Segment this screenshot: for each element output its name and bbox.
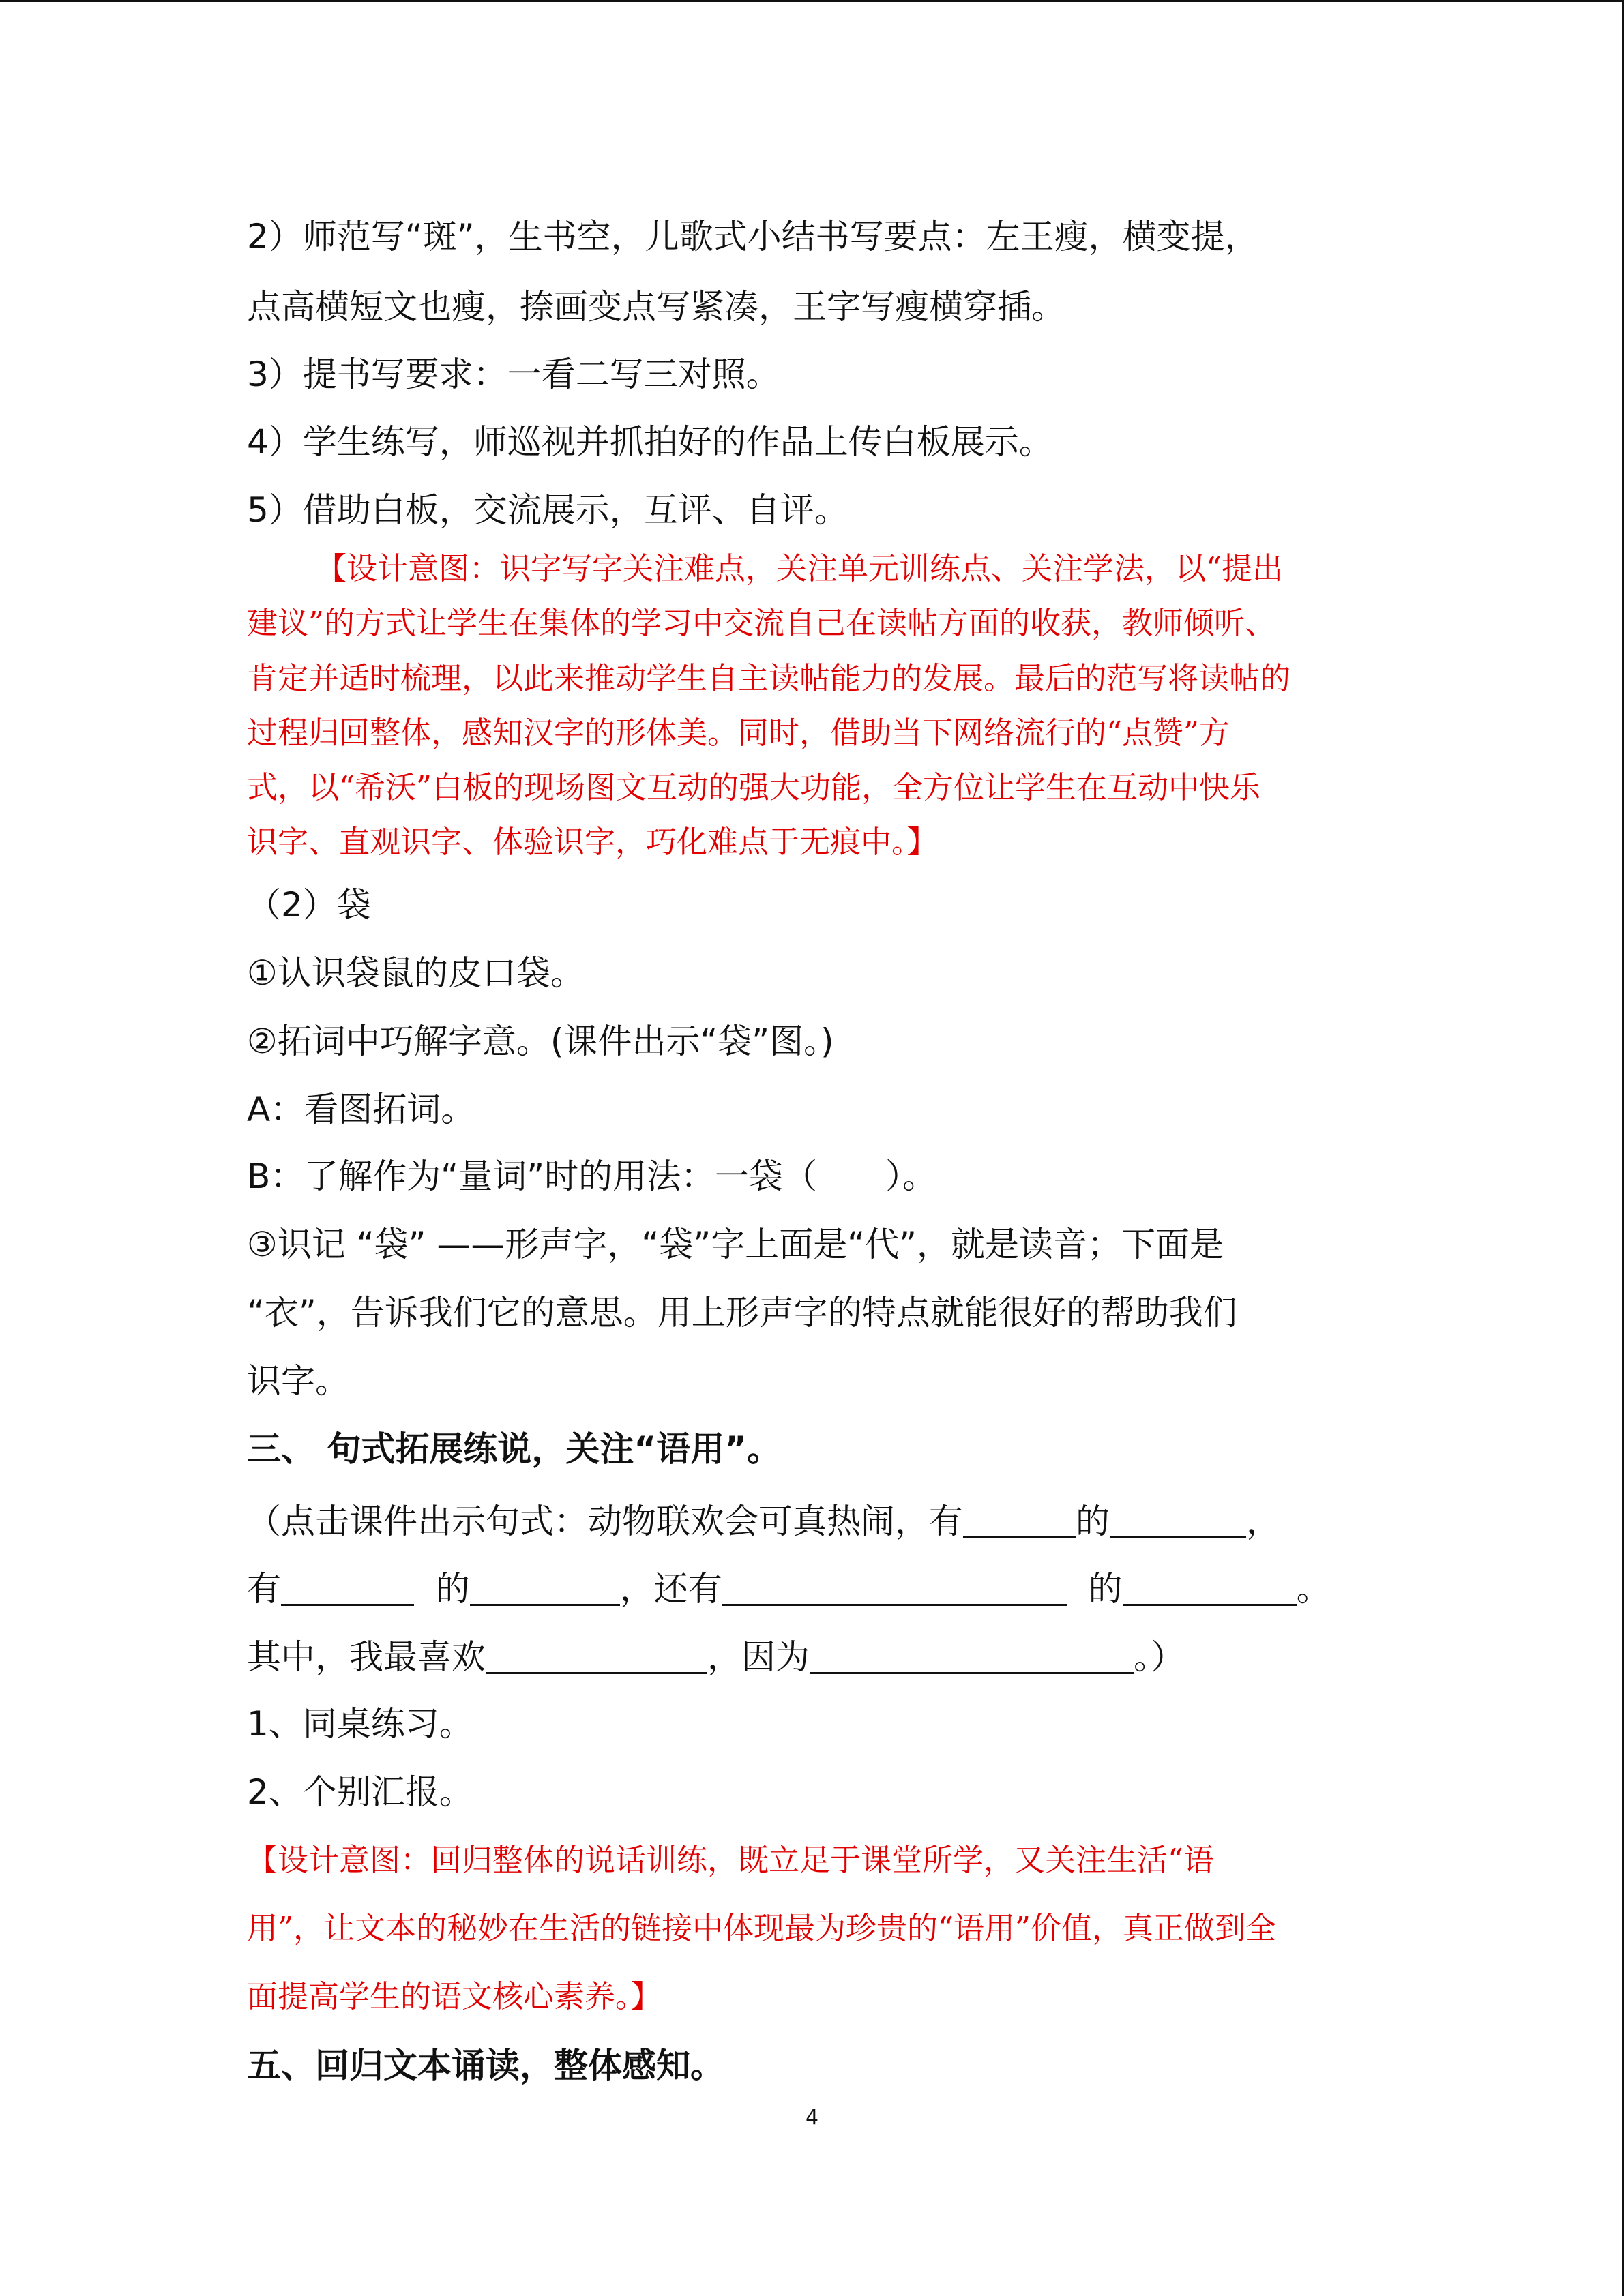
body-line: 5）借助白板，交流展示，互评、自评。 [247,490,848,530]
body-line: “衣”，告诉我们它的意思。用上形声字的特点就能很好的帮助我们 [247,1293,1237,1332]
design-note-line: 建议”的方式让学生在集体的学习中交流自己在读帖方面的收获，教师倾听、 [247,605,1276,641]
body-line: ③识记 “袋” ——形声字，“袋”字上面是“代”，就是读音；下面是 [247,1225,1224,1264]
page-top-border [0,0,1624,2]
body-line: B：了解作为“量词”时的用法：一袋（ ）。 [247,1157,937,1196]
body-line: 点高横短文也瘦，捺画变点写紧凑，王字写瘦横穿插。 [247,287,1065,327]
sentence-pattern-line-1: （点击课件出示句式：动物联欢会可真热闹，有 的 ， [247,1502,1280,1541]
body-line: ①认识袋鼠的皮口袋。 [247,953,585,993]
design-note-line: 肯定并适时梳理，以此来推动学生自主读帖能力的发展。最后的范写将读帖的 [247,660,1291,696]
body-line: 3）提书写要求：一看二写三对照。 [247,355,780,394]
body-line: ②拓词中巧解字意。(课件出示“袋”图。) [247,1022,834,1061]
body-line: 识字。 [247,1361,349,1401]
sentence-pattern-line-2: 有 的 ，还有 的 。 [247,1569,1331,1609]
body-line: （2）袋 [247,885,371,925]
design-note-line: 【设计意图：识字写字关注难点，关注单元训练点、关注学法，以“提出 [316,550,1284,586]
body-line: 2、个别汇报。 [247,1772,473,1812]
section-heading: 五、回归文本诵读，整体感知。 [247,2046,724,2085]
design-note-line: 面提高学生的语文核心素养。】 [247,1978,662,2014]
sentence-pattern-line-3: 其中，我最喜欢 ，因为 。） [247,1637,1185,1677]
fill-blank [1123,1572,1297,1606]
body-line: A：看图拓词。 [247,1090,475,1129]
body-line: 2）师范写“斑”，生书空，儿歌式小结书写要点：左王瘦，横变提， [247,217,1259,256]
design-note-line: 过程归回整体，感知汉字的形体美。同时，借助当下网络流行的“点赞”方 [247,715,1230,751]
fill-blank [963,1505,1076,1538]
fill-blank [1110,1505,1246,1538]
fill-blank [281,1572,414,1606]
fill-blank [470,1572,620,1606]
design-note-line: 识字、直观识字、体验识字，巧化难点于无痕中。】 [247,824,938,860]
section-heading: 三、 句式拓展练说，关注“语用”。 [247,1429,782,1469]
design-note-line: 用”，让文本的秘妙在生活的链接中体现最为珍贵的“语用”价值，真正做到全 [247,1910,1277,1946]
body-line: 4）学生练写，师巡视并抓拍好的作品上传白板展示。 [247,422,1053,462]
design-note-line: 式，以“希沃”白板的现场图文互动的强大功能，全方位让学生在互动中快乐 [247,769,1261,805]
page-number: 4 [805,2106,819,2130]
fill-blank [722,1572,1067,1606]
fill-blank [486,1641,707,1674]
design-note-line: 【设计意图：回归整体的说话训练，既立足于课堂所学，又关注生活“语 [247,1842,1215,1878]
fill-blank [810,1641,1134,1674]
body-line: 1、同桌练习。 [247,1704,473,1744]
